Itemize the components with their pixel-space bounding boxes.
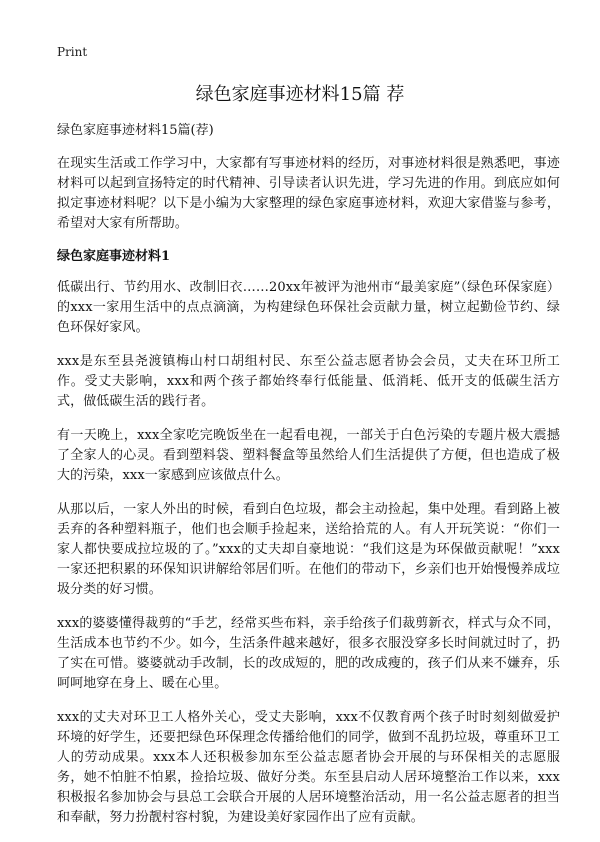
- paragraph: xxx的丈夫对环卫工人格外关心，受丈夫影响，xxx不仅教育两个孩子时时刻刻做爱护环境的好学生，还要把绿色环保理念传播给他们的同学，做到不乱扔垃圾，尊重环卫工人的劳动成果。xxx本人还积极参加东至公益志愿者协会开展的与环保相关的志愿服务，她不怕脏不怕累，捡拾垃圾、做好分类。东至县启动人居环境整治工作以来，xxx积极报名参加协会与县总工会联合开展的人居环境整治活动，用一名公益志愿者的担当和奉献，努力扮靓村容村貌，为建设美好家园作出了应有贡献。: [57, 710, 560, 825]
- article-body: [57, 122, 560, 842]
- page-title: 绿色家庭事迹材料15篇 荐: [195, 84, 405, 105]
- intro-paragraph: 在现实生活或工作学习中，大家都有写事迹材料的经历，对事迹材料很是熟悉吧，事迹材料可以起到宣扬特定的时代精神、引导读者认识先进，学习先进的作用。到底应如何拟定事迹材料呢？以下是小编为大家整理的绿色家庭事迹材料，欢迎大家借鉴与参考，希望对大家有所帮助。: [57, 156, 560, 231]
- article-subtitle: 绿色家庭事迹材料15篇(荐): [57, 123, 214, 138]
- paragraph: 低碳出行、节约用水、改制旧衣……20xx年被评为池州市“最美家庭”（绿色环保家庭）的xxx一家用生活中的点点滴滴，为构建绿色环保社会贡献力量，树立起勤俭节约、绿色环保好家风。: [57, 280, 560, 335]
- section-heading: 绿色家庭事迹材料1: [57, 249, 171, 264]
- paragraph: xxx的婆婆懂得裁剪的“手艺，经常买些布料，亲手给孩子们裁剪新衣，样式与众不同，生活成本也节约不少。如今，生活条件越来越好，很多衣服没穿多长时间就过时了，扔了实在可惜。婆婆就动手改制，长的改成短的，肥的改成瘦的，孩子们从来不嫌弃，乐呵呵地穿在身上、暖在心里。: [57, 616, 560, 691]
- paragraph: 从那以后，一家人外出的时候，看到白色垃圾，都会主动捡起，集中处理。看到路上被丢弃的各种塑料瓶子，他们也会顺手捡起来，送给拾荒的人。有人开玩笑说：“你们一家人都快要成拉垃圾的了。”xxx的丈夫却自豪地说：“我们这是为环保做贡献呢！”xxx一家还把积累的环保知识讲解给邻居们听。在他们的带动下，乡亲们也开始慢慢养成垃圾分类的好习惯。: [57, 502, 560, 597]
- print-link[interactable]: Print: [57, 45, 88, 59]
- paragraph: 有一天晚上，xxx全家吃完晚饭坐在一起看电视，一部关于白色污染的专题片极大震撼了全家人的心灵。看到塑料袋、塑料餐盒等虽然给人们生活提供了方便，但也造成了极大的污染，xxx一家感到应该做点什么。: [57, 428, 560, 483]
- paragraph: xxx是东至县尧渡镇梅山村口胡组村民、东至公益志愿者协会会员，丈夫在环卫所工作。受丈夫影响，xxx和两个孩子都始终奉行低能量、低消耗、低开支的低碳生活方式，做低碳生活的践行者。: [57, 354, 560, 409]
